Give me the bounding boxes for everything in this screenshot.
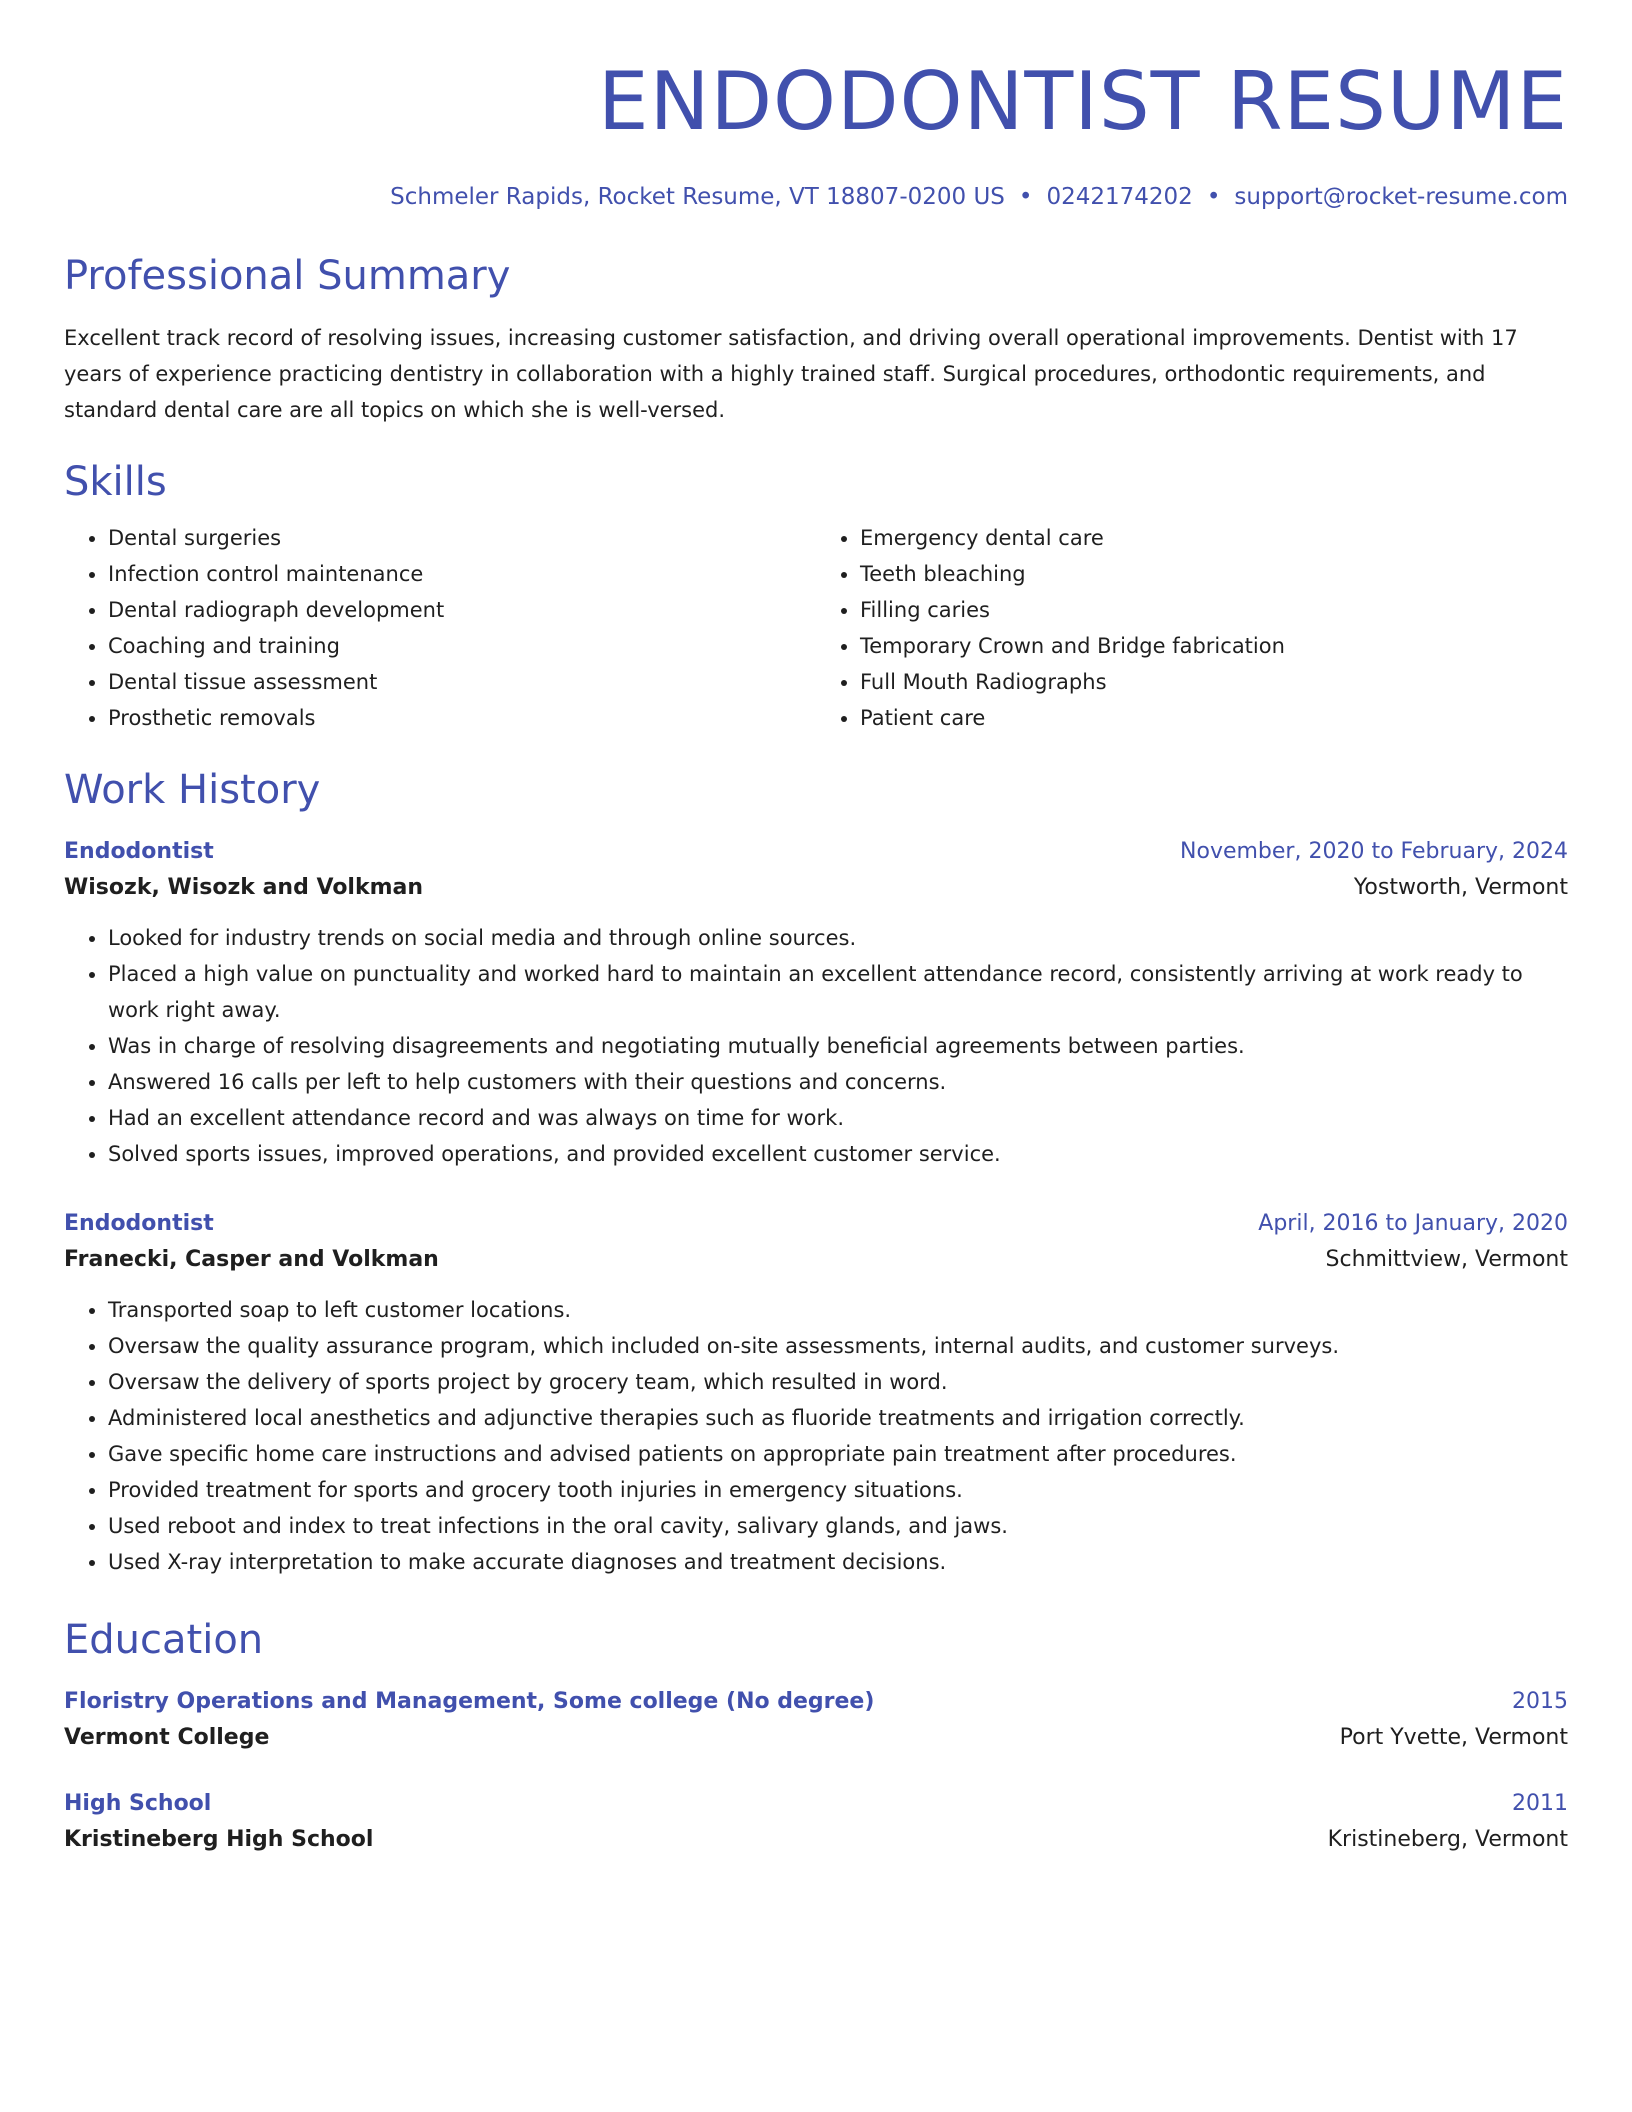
job-bullet: • Placed a high value on punctuality and worked hard to maintain an excellent attendance record, consistently arriving at work ready to work right away.	[108, 956, 1568, 1028]
education-school: Vermont College	[64, 1725, 270, 1750]
job-bullet: • Was in charge of resolving disagreements and negotiating mutually beneficial agreements between parties.	[108, 1028, 1568, 1064]
education-degree: Floristry Operations and Management, Some college (No degree)	[64, 1689, 875, 1714]
education-year: 2015	[1512, 1689, 1568, 1714]
contact-phone: 0242174202	[1046, 184, 1193, 210]
summary-heading: Professional Summary	[64, 253, 511, 299]
job-employer-row	[64, 1240, 1568, 1280]
education-degree: High School	[64, 1791, 212, 1816]
skill-item: • Filling caries	[860, 592, 1568, 628]
education-entry	[64, 1686, 1568, 1758]
resume-title: ENDODONTIST RESUME	[598, 55, 1568, 148]
job-bullet: • Used reboot and index to treat infections in the oral cavity, salivary glands, and jaws.	[108, 1508, 1568, 1544]
job-title: Endodontist	[64, 1211, 214, 1236]
job-dates: April, 2016 to January, 2020	[1258, 1211, 1568, 1236]
contact-separator: •	[1018, 184, 1033, 210]
work-history-heading: Work History	[64, 767, 321, 813]
job-bullet: • Used X-ray interpretation to make accurate diagnoses and treatment decisions.	[108, 1544, 1568, 1580]
job-bullet: • Transported soap to left customer locations.	[108, 1292, 1568, 1328]
job-location: Yostworth, Vermont	[1353, 875, 1568, 900]
job-entry	[64, 1208, 1568, 1580]
job-employer-row	[64, 868, 1568, 908]
skill-item: • Dental radiograph development	[108, 592, 816, 628]
job-bullet: • Gave specific home care instructions and advised patients on appropriate pain treatment after procedures.	[108, 1436, 1568, 1472]
job-bullets	[64, 1292, 1568, 1580]
job-bullet: • Solved sports issues, improved operations, and provided excellent customer service.	[108, 1136, 1568, 1172]
skill-item: • Temporary Crown and Bridge fabrication	[860, 628, 1568, 664]
job-employer: Wisozk, Wisozk and Volkman	[64, 875, 424, 900]
job-employer: Franecki, Casper and Volkman	[64, 1247, 439, 1272]
job-bullet: • Oversaw the delivery of sports project by grocery team, which resulted in word.	[108, 1364, 1568, 1400]
contact-address: Schmeler Rapids, Rocket Resume, VT 18807-0200 US	[390, 184, 1005, 210]
job-bullets	[64, 920, 1568, 1172]
contact-line	[64, 182, 1568, 212]
education-year: 2011	[1512, 1791, 1568, 1816]
education-school-row	[64, 1820, 1568, 1860]
skill-item: • Dental surgeries	[108, 520, 816, 556]
skills-column-left	[64, 520, 816, 736]
contact-separator: •	[1206, 184, 1221, 210]
education-entry	[64, 1788, 1568, 1860]
education-heading: Education	[64, 1617, 264, 1663]
education-school-row	[64, 1718, 1568, 1758]
education-header-row	[64, 1788, 1568, 1820]
job-bullet: • Had an excellent attendance record and was always on time for work.	[108, 1100, 1568, 1136]
job-dates: November, 2020 to February, 2024	[1180, 839, 1568, 864]
skill-item: • Prosthetic removals	[108, 700, 816, 736]
skills-column-right	[816, 520, 1568, 736]
contact-email: support@rocket-resume.com	[1234, 184, 1568, 210]
job-entry	[64, 836, 1568, 1172]
job-bullet: • Administered local anesthetics and adjunctive therapies such as fluoride treatments and irrigation correctly.	[108, 1400, 1568, 1436]
job-bullet: • Looked for industry trends on social media and through online sources.	[108, 920, 1568, 956]
skill-item: • Patient care	[860, 700, 1568, 736]
skill-item: • Emergency dental care	[860, 520, 1568, 556]
job-header-row	[64, 1208, 1568, 1240]
skill-item: • Infection control maintenance	[108, 556, 816, 592]
education-header-row	[64, 1686, 1568, 1718]
skills-list	[64, 520, 1568, 736]
skill-item: • Dental tissue assessment	[108, 664, 816, 700]
skill-item: • Full Mouth Radiographs	[860, 664, 1568, 700]
education-location: Kristineberg, Vermont	[1327, 1827, 1568, 1852]
job-bullet: • Answered 16 calls per left to help customers with their questions and concerns.	[108, 1064, 1568, 1100]
job-bullet: • Oversaw the quality assurance program, which included on-site assessments, internal audits, and customer surveys.	[108, 1328, 1568, 1364]
job-header-row	[64, 836, 1568, 868]
job-location: Schmittview, Vermont	[1325, 1247, 1568, 1272]
skill-item: • Teeth bleaching	[860, 556, 1568, 592]
skills-heading: Skills	[64, 459, 167, 505]
job-title: Endodontist	[64, 839, 214, 864]
education-location: Port Yvette, Vermont	[1339, 1725, 1568, 1750]
skill-item: • Coaching and training	[108, 628, 816, 664]
summary-text: Excellent track record of resolving issues, increasing customer satisfaction, and driving overall operational improvements. Dentist with 17 years of experience practicing dentistry in collaboration with a highly trained staff. Surgical procedures, orthodontic requirements, and standard dental care are all topics on which she is well-versed.	[64, 326, 1518, 422]
job-bullet: • Provided treatment for sports and grocery tooth injuries in emergency situations.	[108, 1472, 1568, 1508]
education-school: Kristineberg High School	[64, 1827, 374, 1852]
